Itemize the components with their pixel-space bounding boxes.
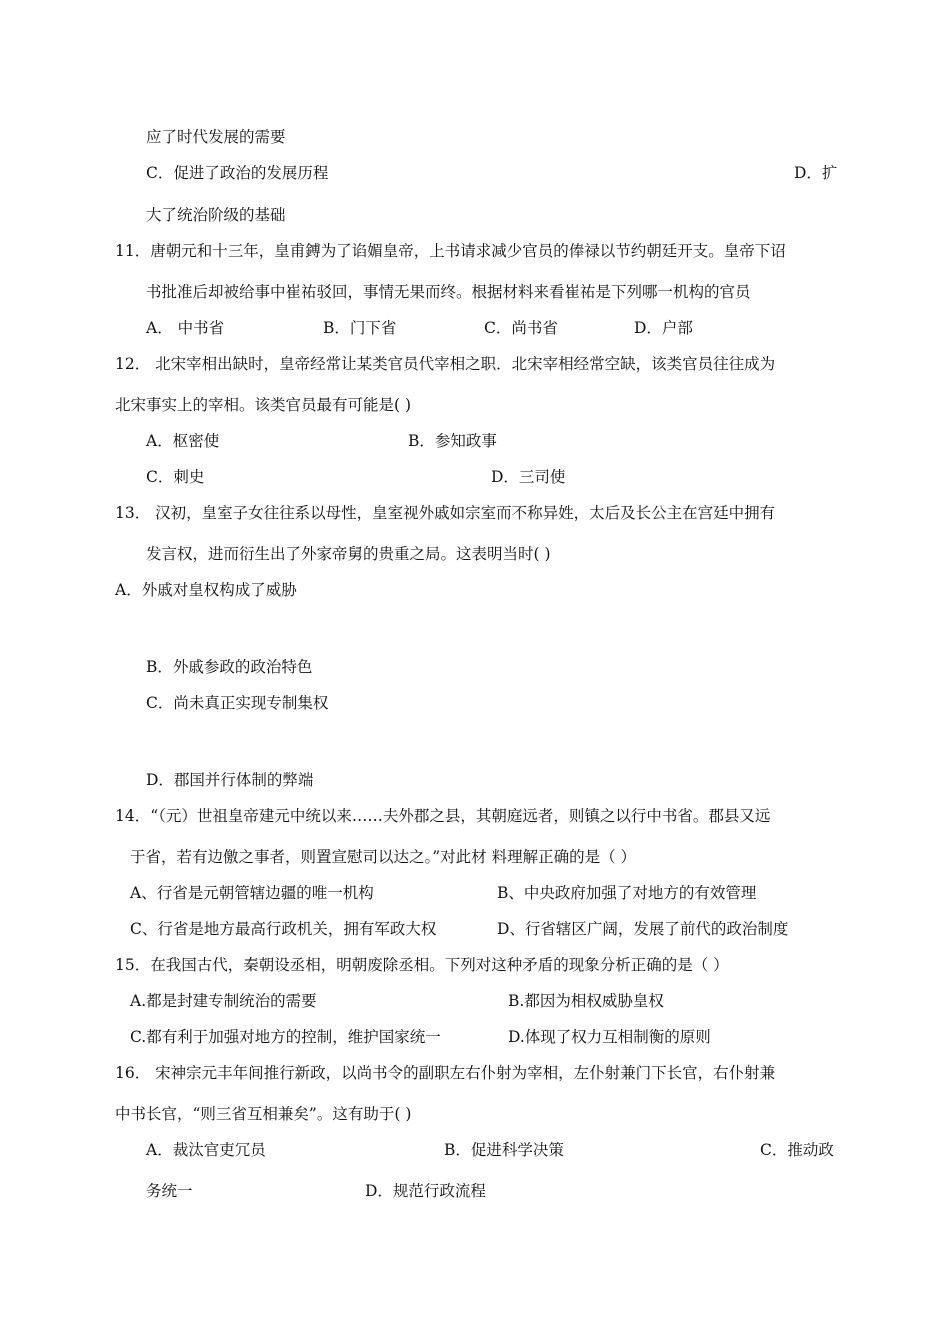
- q15-stem-line1: 15．在我国古代，秦朝设丞相，明朝废除丞相。下列对这种矛盾的现象分析正确的是（ ）: [115, 956, 729, 974]
- q13-option-a: A．外戚对皇权构成了威胁: [115, 581, 297, 599]
- q13-stem-line1: 13． 汉初，皇室子女往往系以母性，皇室视外戚如宗室而不称异姓，太后及长公主在宫廷中拥有: [115, 504, 776, 522]
- q16-option-d: D．规范行政流程: [365, 1182, 486, 1200]
- q12-stem-line2: 北宋事实上的宰相。该类官员最有可能是( ): [115, 396, 412, 414]
- q10-option-c: C．促进了政治的发展历程: [146, 164, 329, 182]
- q11-option-c: C．尚书省: [484, 319, 558, 337]
- q15-option-d: D.体现了权力互相制衡的原则: [508, 1028, 711, 1046]
- q11-stem-line1: 11．唐朝元和十三年，皇甫鎛为了谄媚皇帝，上书请求减少官员的俸禄以节约朝廷开支。皇帝下诏: [115, 242, 786, 260]
- q14-option-b: B、中央政府加强了对地方的有效管理: [497, 884, 757, 902]
- q16-option-c-end: 务统一: [146, 1182, 193, 1200]
- q16-option-c-start: C．推动政: [760, 1141, 834, 1159]
- q12-option-a: A．枢密使: [146, 432, 220, 450]
- q11-option-b: B．门下省: [323, 319, 397, 337]
- q13-option-c: C．尚未真正实现专制集权: [146, 694, 329, 712]
- q10-option-d-start: D．扩: [794, 164, 838, 182]
- q16-option-a: A．裁汰官吏冗员: [146, 1141, 266, 1159]
- q15-option-c: C.都有利于加强对地方的控制，维护国家统一: [130, 1028, 441, 1046]
- q11-option-a: A． 中书省: [146, 319, 225, 337]
- q12-stem-line1: 12． 北宋宰相出缺时，皇帝经常让某类官员代宰相之职．北宋宰相经常空缺，该类官员往往成为: [115, 355, 776, 373]
- q12-option-b: B．参知政事: [408, 432, 497, 450]
- q12-option-d: D．三司使: [491, 468, 566, 486]
- q15-option-b: B.都因为相权威胁皇权: [508, 992, 664, 1010]
- q14-option-d: D、行省辖区广阔，发展了前代的政治制度: [497, 920, 789, 938]
- q11-stem-line2: 书批准后却被给事中崔祐驳回，事情无果而终。根据材料来看崔祐是下列哪一机构的官员: [146, 283, 751, 301]
- q15-option-a: A.都是封建专制统治的需要: [130, 992, 317, 1010]
- q10-line4: 大了统治阶级的基础: [146, 206, 286, 224]
- q12-option-c: C．刺史: [146, 468, 205, 486]
- q14-stem-line2: 于省，若有边儌之事者，则置宣慰司以达之。”对此材 料理解正确的是（ ）: [130, 848, 637, 866]
- q13-option-b: B．外戚参政的政治特色: [146, 658, 313, 676]
- q13-stem-line2: 发言权，进而衍生出了外家帝舅的贵重之局。这表明当时( ): [146, 545, 551, 563]
- q10-line1: 应了时代发展的需要: [146, 128, 286, 146]
- q11-option-d: D．户部: [634, 319, 693, 337]
- q14-option-a: A、行省是元朝管辖边疆的唯一机构: [130, 884, 374, 902]
- q13-option-d: D．郡国并行体制的弊端: [146, 771, 314, 789]
- q14-stem-line1: 14．“（元）世祖皇帝建元中统以来……夫外郡之县，其朝庭远者，则镇之以行中书省。郡县又远: [115, 807, 771, 825]
- q14-option-c: C、行省是地方最高行政机关，拥有军政大权: [130, 920, 437, 938]
- q16-stem-line1: 16． 宋神宗元丰年间推行新政，以尚书令的副职左右仆射为宰相，左仆射兼门下长官，右仆射兼: [115, 1064, 776, 1082]
- q16-stem-line2: 中书长官，“则三省互相兼矣”。这有助于( ): [115, 1105, 412, 1123]
- q16-option-b: B．促进科学决策: [444, 1141, 564, 1159]
